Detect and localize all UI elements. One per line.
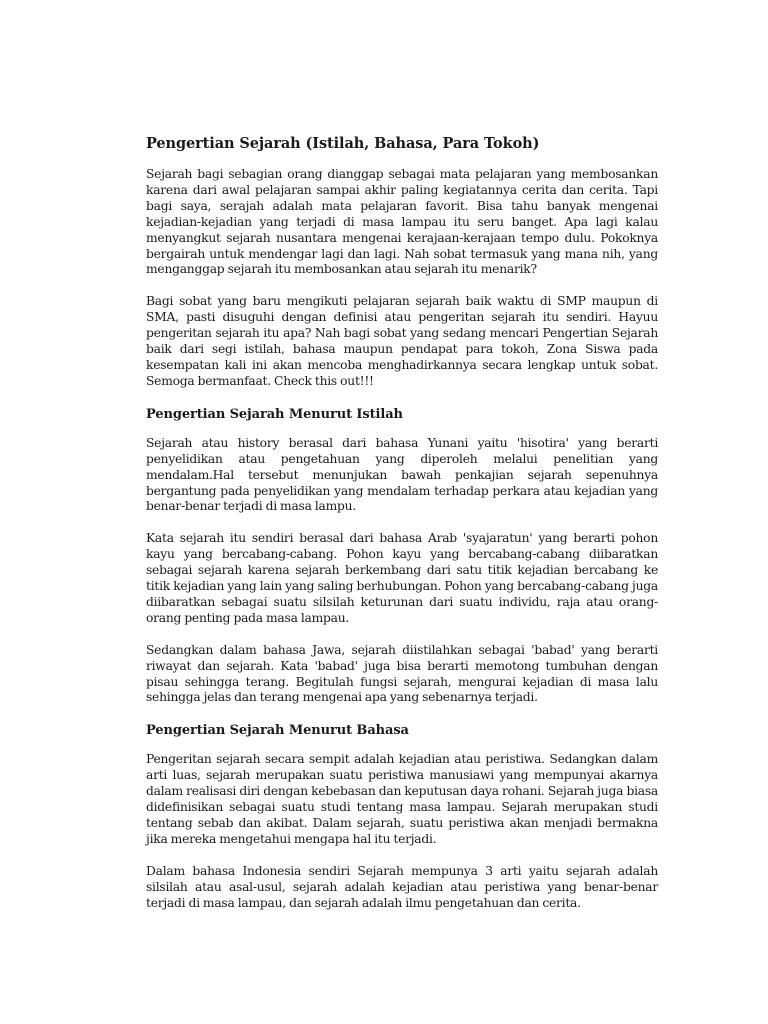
- section-heading-bahasa: Pengertian Sejarah Menurut Bahasa: [146, 723, 409, 739]
- bahasa-paragraph-1: Pengeritan sejarah secara sempit adalah kejadian atau peristiwa. Sedangkan dalam arti luas, sejarah merupakan suatu peristiwa manusiawi yang mempunyai akarnya dalam realisasi diri dengan kebebasan dan keputusan daya rohani. Sejarah juga biasa didefinisikan sebagai suatu studi tentang masa lampau. Sejarah merupakan studi tentang sebab dan akibat. Dalam sejarah, suatu peristiwa akan menjadi bermakna jika mereka mengetahui mengapa hal itu terjadi.: [146, 752, 658, 846]
- section-heading-istilah: Pengertian Sejarah Menurut Istilah: [146, 406, 403, 422]
- intro-paragraph-2: Bagi sobat yang baru mengikuti pelajaran sejarah baik waktu di SMP maupun di SMA, pasti disuguhi dengan definisi atau pengeritan sejarah itu sendiri. Hayuu pengeritan sejarah itu apa? Nah bagi sobat yang sedang mencari Pengertian Sejarah baik dari segi istilah, bahasa maupun pendapat para tokoh, Zona Siswa pada kesempatan kali ini akan mencoba menghadirkannya secara lengkap untuk sobat. Semoga bermanfaat. Check this out!!!: [146, 294, 658, 388]
- istilah-paragraph-3: Sedangkan dalam bahasa Jawa, sejarah diistilahkan sebagai 'babad' yang berarti riwayat dan sejarah. Kata 'babad' juga bisa berarti memotong tumbuhan dengan pisau sehingga terang. Begitulah fungsi sejarah, mengurai kejadian di masa lalu sehingga jelas dan terang mengenai apa yang sebenarnya terjadi.: [146, 642, 658, 705]
- document-page: [146, 135, 658, 928]
- bahasa-paragraph-2: Dalam bahasa Indonesia sendiri Sejarah mempunya 3 arti yaitu sejarah adalah silsilah atau asal-usul, sejarah adalah kejadian atau peristiwa yang benar-benar terjadi di masa lampau, dan sejarah adalah ilmu pengetahuan dan cerita.: [146, 863, 658, 910]
- intro-paragraph-1: Sejarah bagi sebagian orang dianggap sebagai mata pelajaran yang membosankan karena dari awal pelajaran sampai akhir paling kegiatannya cerita dan cerita. Tapi bagi saya, serajah adalah mata pelajaran favorit. Bisa tahu banyak mengenai kejadian-kejadian yang terjadi di masa lampau itu seru banget. Apa lagi kalau menyangkut sejarah nusantara mengenai kerajaan-kerajaan tempo dulu. Pokoknya bergairah untuk mendengar lagi dan lagi. Nah sobat termasuk yang mana nih, yang menganggap sejarah itu membosankan atau sejarah itu menarik?: [146, 167, 658, 277]
- document-title: Pengertian Sejarah (Istilah, Bahasa, Para Tokoh): [146, 135, 540, 152]
- istilah-paragraph-1: Sejarah atau history berasal dari bahasa Yunani yaitu 'hisotira' yang berarti penyelidikan atau pengetahuan yang diperoleh melalui penelitian yang mendalam.Hal tersebut menunjukan bawah penkajian sejarah sepenuhnya bergantung pada penyelidikan yang mendalam terhadap perkara atau kejadian yang benar-benar terjadi di masa lampu.: [146, 435, 658, 514]
- istilah-paragraph-2: Kata sejarah itu sendiri berasal dari bahasa Arab 'syajaratun' yang berarti pohon kayu yang bercabang-cabang. Pohon kayu yang bercabang-cabang diibaratkan sebagai sejarah karena sejarah berkembang dari satu titik kejadian bercabang ke titik kejadian yang lain yang saling berhubungan. Pohon yang bercabang-cabang juga diibaratkan sebagai suatu silsilah keturunan dari suatu individu, raja atau orang-orang penting pada masa lampau.: [146, 531, 658, 625]
